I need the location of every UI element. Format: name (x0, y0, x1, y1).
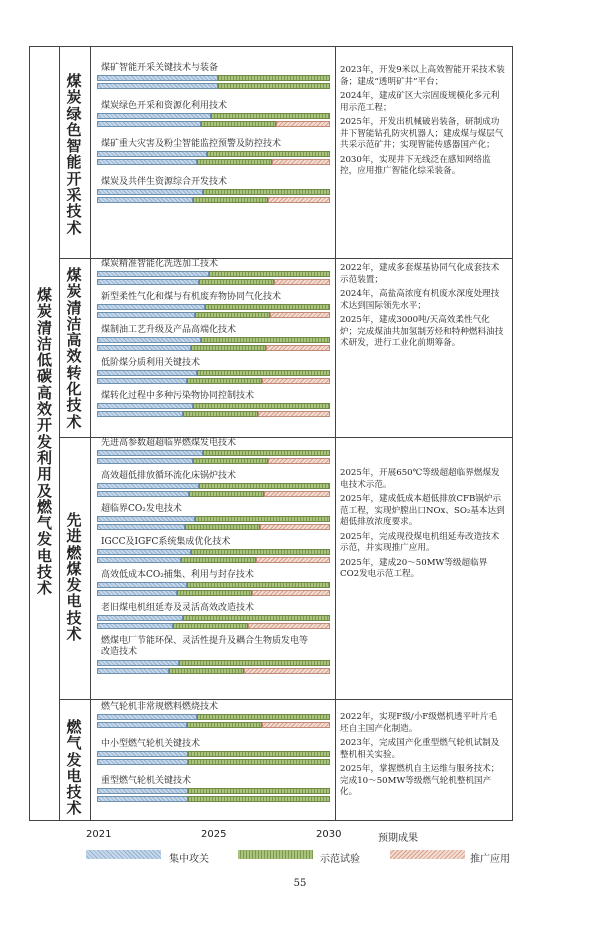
phase-bar (97, 483, 199, 489)
phase-bar (97, 113, 211, 119)
phase-bar (260, 524, 330, 530)
section-title: 先 进 燃 煤 发 电 技 术 (66, 511, 82, 644)
phase-bar (252, 590, 330, 596)
phase-bar (97, 151, 207, 157)
section-title: 煤 炭 绿 色 智 能 开 采 技 术 (66, 72, 82, 237)
outcome-block (340, 65, 505, 181)
legend-label-attack: 集中攻关 (169, 854, 209, 865)
phase-bar (97, 75, 218, 81)
phase-bar (97, 458, 193, 464)
phase-bar (185, 524, 260, 530)
phase-bar (97, 796, 188, 802)
phase-bar (209, 271, 330, 277)
page-number: 55 (293, 878, 307, 889)
phase-bar (97, 304, 205, 310)
phase-bar (97, 83, 218, 89)
phase-bar (268, 458, 330, 464)
axis-label-2025: 2025 (201, 829, 227, 840)
outcome-item: 2024年，建成矿区大宗固废规模化多元利用示范工程； (340, 91, 500, 113)
divider (59, 699, 512, 700)
outcome-block (340, 712, 505, 802)
outcome-item: 2025年，完成现役煤电机组延寿改造技术示范，并实现推广应用。 (340, 531, 500, 553)
phase-bar (97, 279, 199, 285)
phase-bar (97, 759, 188, 765)
tech-label: 高效超低排放循环流化床锅炉技术 (101, 471, 237, 481)
phase-bar (203, 450, 330, 456)
tech-label: 燃气轮机非常规燃料燃烧技术 (101, 702, 219, 712)
phase-bar (262, 722, 330, 728)
tech-label: 煤矿智能开采关键技术与装备 (101, 63, 219, 73)
outcome-item: 2025年，开展650℃等级超超临界燃煤发电技术示范。 (340, 468, 500, 490)
legend-swatch-promo (390, 850, 465, 859)
tech-label: 老旧煤电机组延寿及灵活高效改造技术 (101, 603, 255, 613)
legend-label-promo: 推广应用 (470, 854, 510, 865)
phase-bar (203, 189, 330, 195)
phase-bar (97, 378, 187, 384)
tech-label: 煤转化过程中多种污染物协同控制技术 (101, 391, 255, 401)
phase-bar (218, 75, 330, 81)
divider (335, 47, 336, 820)
phase-bar (97, 623, 173, 629)
phase-bar (199, 279, 274, 285)
phase-bar (201, 121, 276, 127)
phase-bar (97, 615, 183, 621)
phase-bar (264, 491, 330, 497)
tech-label: 煤炭绿色开采和资源化利用技术 (101, 101, 228, 111)
phase-bar (97, 370, 197, 376)
phase-bar (97, 345, 191, 351)
phase-bar (177, 590, 252, 596)
outcome-block (340, 263, 505, 353)
legend-label-demo: 示范试验 (320, 854, 360, 865)
phase-bar (256, 557, 330, 563)
phase-bar (188, 796, 330, 802)
tech-label: 新型柔性气化和煤与有机废弃物协同气化技术 (101, 292, 282, 302)
section-title: 燃 气 发 电 技 术 (66, 718, 82, 818)
tech-label: 高效低成本CO₂捕集、利用与封存技术 (101, 570, 254, 580)
tech-label: 煤炭精准智能化洗选加工技术 (101, 259, 219, 269)
phase-bar (201, 337, 330, 343)
phase-bar (97, 590, 177, 596)
outcome-item: 2025年，建成3000吨/天高效柔性气化炉；完成煤油共加氢制芳烃和特种燃料油技术研发，进行工业化前期筹备。 (340, 315, 504, 348)
phase-bar (181, 557, 256, 563)
outcome-item: 2023年，开发9米以上高效智能开采技术装备；建成“透明矿井”平台； (340, 65, 505, 87)
phase-bar (188, 759, 330, 765)
phase-bar (97, 491, 189, 497)
legend-swatch-demo (238, 850, 313, 859)
phase-bar (199, 483, 330, 489)
main-title: 煤 炭 清 洁 低 碳 高 效 开 发 利 用 及 燃 气 发 电 技 术 (36, 286, 52, 598)
section-title: 煤 炭 清 洁 高 效 转 化 技 术 (66, 266, 82, 431)
phase-bar (97, 549, 191, 555)
phase-bar (188, 751, 330, 757)
tech-label: 超临界CO₂发电技术 (101, 504, 182, 514)
tech-label: IGCC及IGFC系统集成优化技术 (101, 537, 231, 547)
tech-label: 重型燃气轮机关键技术 (101, 776, 192, 786)
phase-bar (272, 159, 330, 165)
axis-label-2030: 2030 (316, 829, 342, 840)
outcome-item: 2025年，建成低成本超低排放CFB锅炉示范工程，实现炉膛出口NOx、SO₂基本达到超低排放浓度要求。 (340, 494, 505, 527)
phase-bar (97, 159, 197, 165)
tech-label: 煤矿重大灾害及粉尘智能监控预警及防控技术 (101, 139, 282, 149)
outcome-item: 2022年，实现F级/小F级燃机透平叶片毛坯自主国产化制造。 (340, 712, 498, 734)
phase-bar (197, 159, 272, 165)
phase-bar (183, 411, 258, 417)
phase-bar (97, 714, 197, 720)
phase-bar (195, 312, 270, 318)
phase-bar (262, 378, 330, 384)
phase-bar (197, 714, 330, 720)
phase-bar (276, 121, 330, 127)
tech-label: 燃煤电厂节能环保、灵活性提升及耦合生物质发电等改造技术 (100, 636, 317, 658)
phase-bar (97, 668, 169, 674)
phase-bar (270, 312, 330, 318)
outcome-item: 2024年，高盐高浓度有机废水深度处理技术达到国际领先水平； (340, 289, 500, 311)
outcome-item: 2023年，完成国产化重型燃气轮机试制及整机相关实验。 (340, 738, 500, 760)
phase-bar (97, 189, 203, 195)
phase-bar (187, 722, 262, 728)
phase-bar (97, 751, 188, 757)
phase-bar (189, 491, 264, 497)
phase-bar (97, 524, 185, 530)
phase-bar (97, 411, 183, 417)
phase-bar (97, 271, 209, 277)
phase-bar (97, 557, 181, 563)
outcome-item: 2025年，掌握燃机自主运维与服务技术；完成10～50MW等级燃气轮机整机国产化。 (340, 764, 500, 797)
phase-bar (205, 304, 330, 310)
phase-bar (97, 722, 187, 728)
phase-bar (193, 458, 268, 464)
phase-bar (197, 370, 330, 376)
outcome-header: 预期成果 (378, 833, 418, 844)
outcome-item: 2025年，建成20～50MW等级超临界CO2发电示范工程。 (340, 557, 488, 579)
phase-bar (179, 660, 330, 666)
tech-label: 中小型燃气轮机关键技术 (101, 739, 201, 749)
phase-bar (248, 623, 330, 629)
phase-bar (187, 582, 330, 588)
phase-bar (191, 345, 266, 351)
phase-bar (195, 516, 330, 522)
phase-bar (274, 279, 330, 285)
outcome-item: 2022年，建成多套煤基协同气化成套技术示范装置； (340, 263, 500, 285)
phase-bar (97, 403, 193, 409)
outcome-block (340, 468, 505, 584)
phase-bar (207, 151, 330, 157)
axis-label-2021: 2021 (86, 829, 112, 840)
phase-bar (97, 312, 195, 318)
phase-bar (188, 788, 330, 794)
tech-label: 先进高参数超超临界燃煤发电技术 (101, 438, 237, 448)
phase-bar (211, 113, 330, 119)
phase-bar (169, 668, 244, 674)
outcome-item: 2025年，开发出机械破岩装备，研制成功井下智能钻孔防灾机器人；建成煤与煤层气共采示范矿井；实现智能传感器国产化； (340, 117, 504, 150)
phase-bar (258, 411, 330, 417)
phase-bar (266, 345, 330, 351)
phase-bar (183, 615, 330, 621)
phase-bar (97, 788, 188, 794)
tech-label: 低阶煤分质利用关键技术 (101, 358, 201, 368)
phase-bar (97, 516, 195, 522)
legend-swatch-attack (86, 850, 161, 859)
phase-bar (97, 582, 187, 588)
phase-bar (268, 197, 330, 203)
tech-label: 煤炭及共伴生资源综合开发技术 (101, 177, 228, 187)
phase-bar (244, 668, 330, 674)
phase-bar (187, 378, 262, 384)
phase-bar (218, 83, 330, 89)
phase-bar (97, 197, 193, 203)
phase-bar (97, 660, 179, 666)
tech-label: 煤制油工艺升级及产品高端化技术 (101, 325, 237, 335)
phase-bar (173, 623, 248, 629)
phase-bar (193, 403, 330, 409)
phase-bar (97, 450, 203, 456)
divider (90, 47, 91, 820)
phase-bar (191, 549, 330, 555)
outcome-item: 2030年，实现井下无线泛在感知网络监控，应用推广智能化综采装备。 (340, 154, 491, 176)
phase-bar (193, 197, 268, 203)
phase-bar (97, 121, 201, 127)
phase-bar (97, 337, 201, 343)
